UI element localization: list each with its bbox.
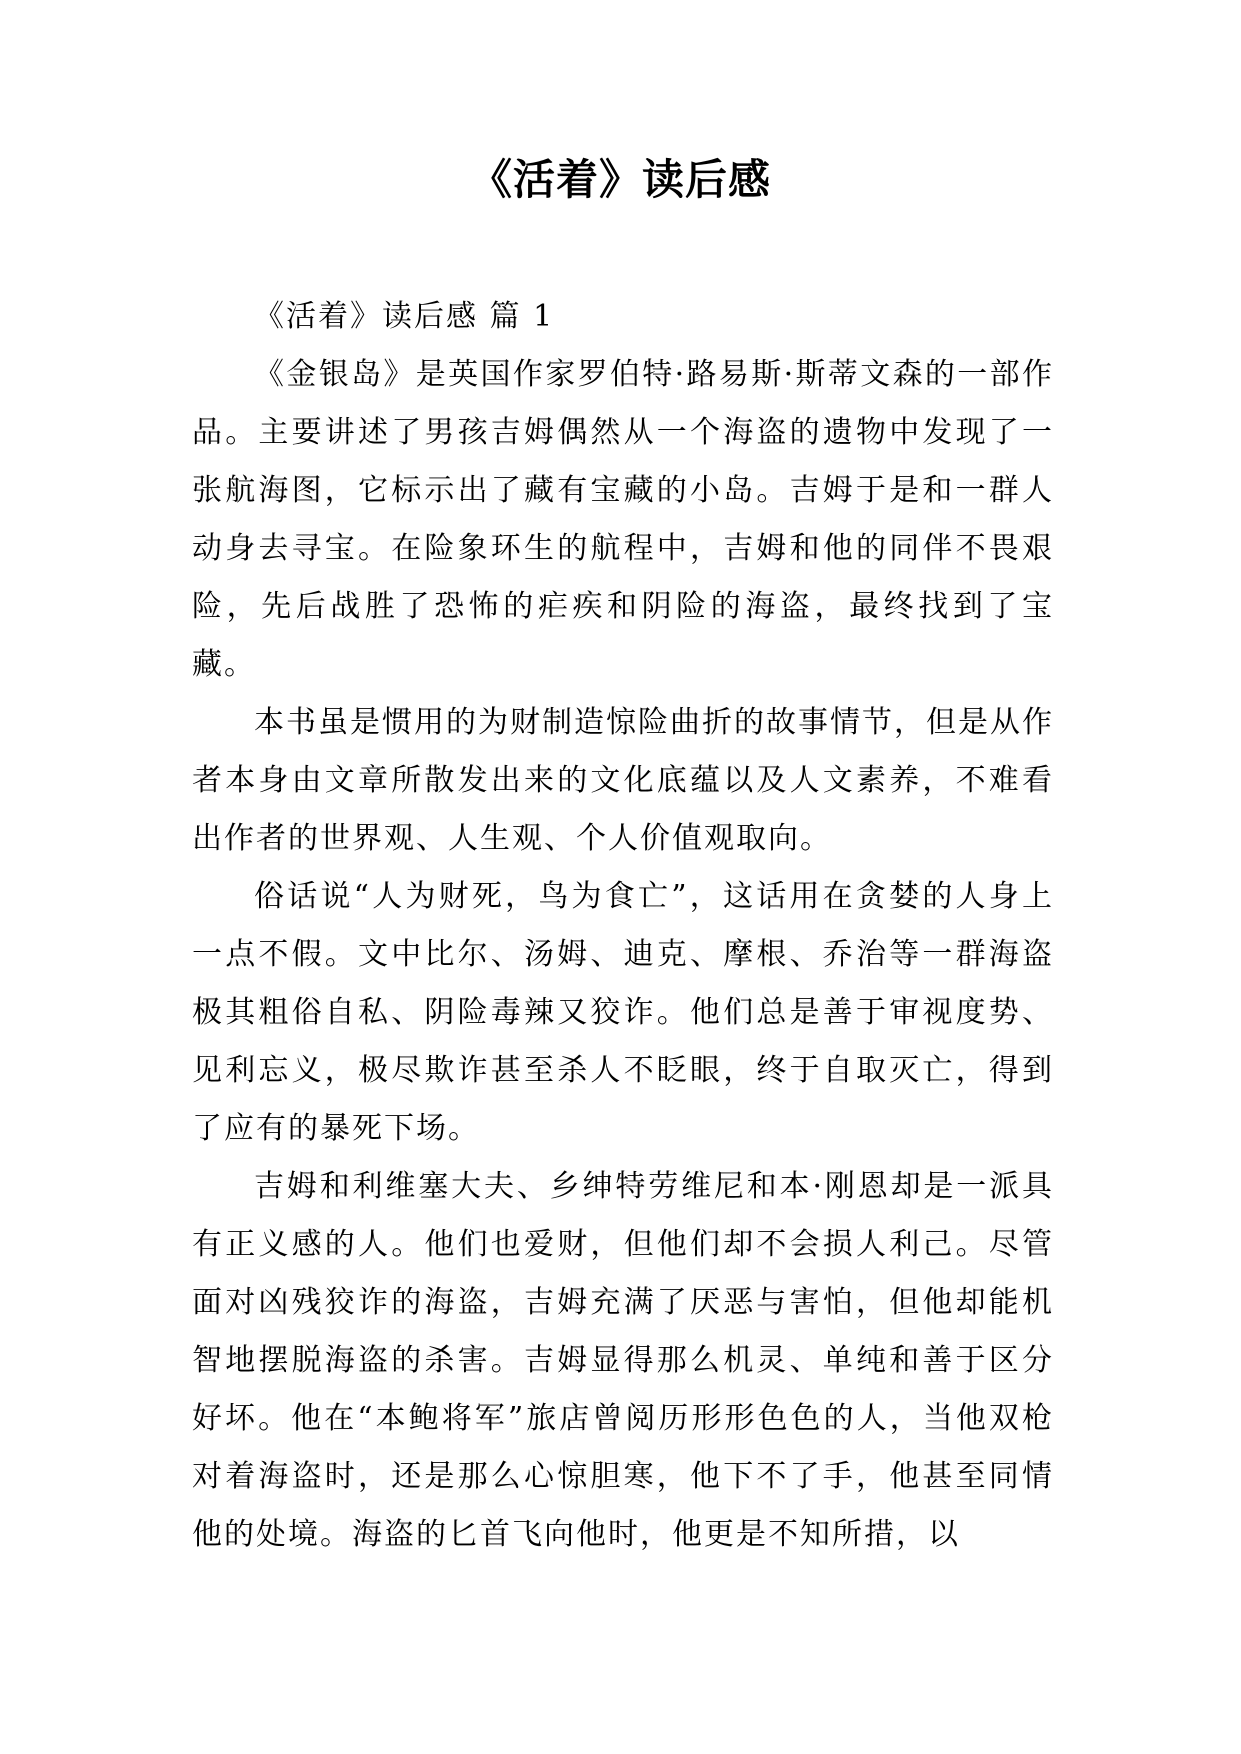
paragraph-4: 吉姆和利维塞大夫、乡绅特劳维尼和本·刚恩却是一派具有正义感的人。他们也爱财，但他们却不会损人利己。尽管面对凶残狡诈的海盗，吉姆充满了厌恶与害怕，但他却能机智地摆脱海盗的杀害。吉姆显得那么机灵、单纯和善于区分好坏。他在“本鲍将军”旅店曾阅历形形色色的人，当他双枪对着海盗时，还是那么心惊胆寒，他下不了手，他甚至同情他的处境。海盗的匕首飞向他时，他更是不知所措，以 [192, 1169, 1054, 1552]
document-body [192, 288, 1054, 1564]
section-heading: 《活着》读后感 篇 1 [254, 299, 555, 334]
paragraph-2: 本书虽是惯用的为财制造惊险曲折的故事情节，但是从作者本身由文章所散发出来的文化底蕴以及人文素养，不难看出作者的世界观、人生观、个人价值观取向。 [192, 705, 1054, 856]
paragraph-3: 俗话说“人为财死，鸟为食亡”，这话用在贪婪的人身上一点不假。文中比尔、汤姆、迪克、摩根、乔治等一群海盗极其粗俗自私、阴险毒辣又狡诈。他们总是善于审视度势、见利忘义，极尽欺诈甚至杀人不眨眼，终于自取灭亡，得到了应有的暴死下场。 [192, 879, 1054, 1146]
document-title: 《活着》读后感 [469, 155, 771, 204]
paragraph-1: 《金银岛》是英国作家罗伯特·路易斯·斯蒂文森的一部作品。主要讲述了男孩吉姆偶然从一个海盗的遗物中发现了一张航海图，它标示出了藏有宝藏的小岛。吉姆于是和一群人动身去寻宝。在险象环生的航程中，吉姆和他的同伴不畏艰险，先后战胜了恐怖的疟疾和阴险的海盗，最终找到了宝藏。 [192, 357, 1054, 682]
